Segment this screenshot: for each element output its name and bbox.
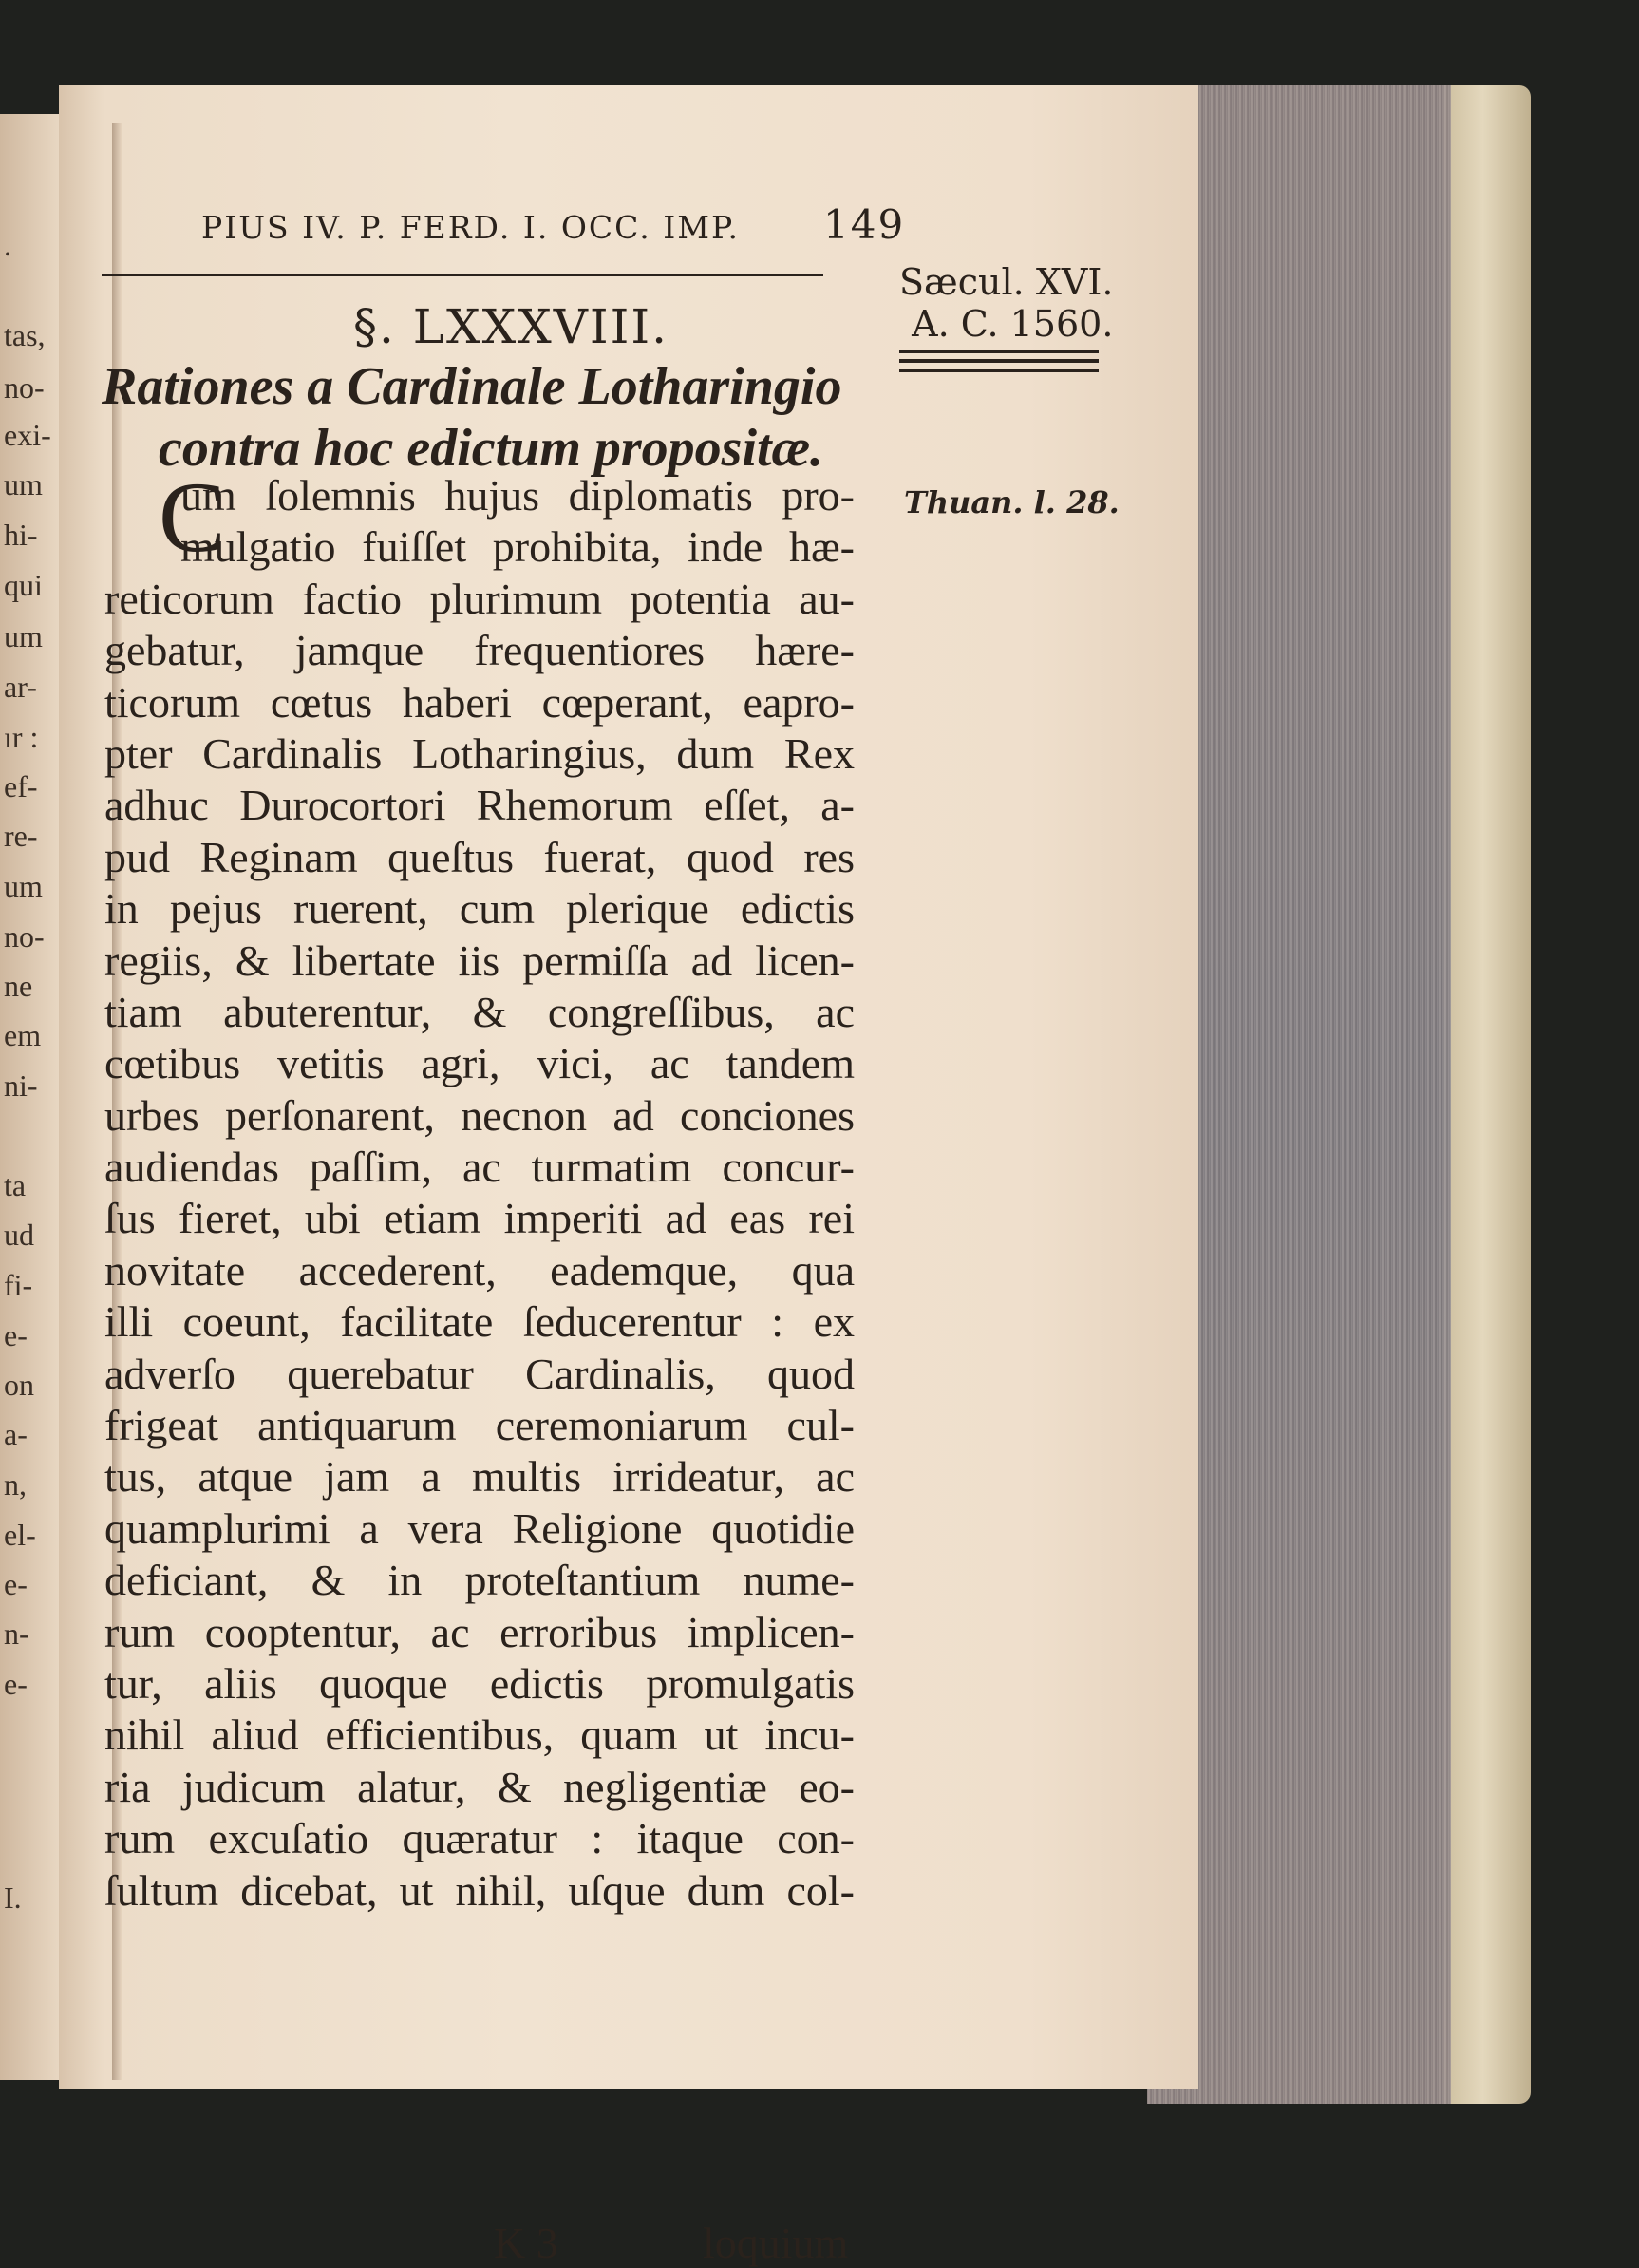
body-line: tur, aliis quoque edictis promulgatis — [104, 1658, 855, 1708]
drop-cap: C — [159, 462, 226, 573]
body-line: urbes perſonarent, necnon ad conciones — [104, 1090, 855, 1140]
left-page-text-fragment: on — [4, 1368, 34, 1402]
body-line: in pejus ruerent, cum plerique edictis — [104, 884, 855, 934]
body-line: audiendas paſſim, ac turmatim concur- — [104, 1143, 855, 1192]
section-title-line2: contra hoc edictum propositæ. — [159, 419, 824, 478]
running-head — [201, 201, 906, 248]
left-page-text-fragment: no- — [4, 370, 45, 405]
running-head-text: PIUS IV. P. FERD. I. OCC. IMP. — [201, 209, 741, 246]
source-note: Thuan. l. 28. — [904, 484, 1120, 520]
body-line: deficiant, & in proteſtantium nume- — [104, 1556, 855, 1605]
margin-date — [899, 261, 1113, 345]
left-page-text-fragment: em — [4, 1018, 42, 1052]
body-line: illi coeunt, facilitate ſeducerentur : ex — [104, 1297, 855, 1347]
body-line: pud Reginam queſtus fuerat, quod res — [104, 832, 855, 881]
left-page-text-fragment: a- — [4, 1417, 28, 1451]
body-line: reticorum factio plurimum potentia au- — [104, 574, 855, 623]
margin-anno: A. C. 1560. — [912, 303, 1114, 345]
left-page-text-fragment: um — [4, 619, 43, 653]
left-page-text-fragment: n, — [4, 1467, 27, 1502]
left-page-fragment — [0, 114, 59, 2080]
left-page-text-fragment: no- — [4, 919, 45, 954]
body-line: rum cooptentur, ac erroribus implicen- — [104, 1607, 855, 1656]
left-page-text-fragment: el- — [4, 1518, 36, 1552]
body-line: novitate accederent, eademque, qua — [104, 1245, 855, 1295]
left-page-text-fragment: ır : — [4, 720, 39, 754]
body-line: um ſolemnis hujus diplomatis pro- — [180, 471, 855, 520]
body-line: regiis, & libertate iis permiſſa ad licen- — [104, 936, 855, 985]
body-line: mulgatio fuiſſet prohibita, inde hæ- — [180, 522, 855, 572]
body-line: rum excuſatio quæratur : itaque con- — [104, 1814, 855, 1863]
left-page-text-fragment: exi- — [4, 418, 51, 452]
body-line: ſus fieret, ubi etiam imperiti ad eas rei — [104, 1194, 855, 1243]
left-page-text-fragment: hi- — [4, 518, 38, 552]
body-line: tiam abuterentur, & congreſſibus, ac — [104, 987, 855, 1036]
left-page-text-fragment: tas, — [4, 318, 46, 352]
left-page-text-fragment: I. — [4, 1881, 22, 1915]
book-cover — [1443, 85, 1531, 2104]
body-line: nihil aliud efficientibus, quam ut incu- — [104, 1710, 855, 1760]
left-page-text-fragment: ta — [4, 1168, 27, 1202]
section-number: §. LXXXVIII. — [353, 299, 669, 354]
left-page-text-fragment: e- — [4, 1567, 28, 1601]
margin-rule-2 — [899, 359, 1099, 363]
header-rule — [102, 274, 823, 276]
body-line: ſultum dicebat, ut nihil, uſque dum col- — [104, 1865, 855, 1915]
left-page-text-fragment: ne — [4, 969, 33, 1003]
left-page-text-fragment: e- — [4, 1318, 28, 1352]
left-page-text-fragment: e- — [4, 1667, 28, 1701]
catchword: loquium — [703, 2219, 849, 2267]
margin-rule-3 — [899, 369, 1099, 372]
body-line: adhuc Durocortori Rhemorum eſſet, a- — [104, 781, 855, 830]
left-page-text-fragment: ar- — [4, 670, 37, 704]
left-page-text-fragment: ud — [4, 1218, 34, 1252]
left-page-text-fragment: um — [4, 467, 43, 501]
left-page-text-fragment: . — [4, 228, 11, 262]
body-line: tus, atque jam a multis irrideatur, ac — [104, 1452, 855, 1502]
left-page-text-fragment: fi- — [4, 1268, 33, 1302]
left-page-text-fragment: ni- — [4, 1068, 38, 1103]
margin-saeculum: Sæcul. XVI. — [899, 261, 1114, 303]
left-page-text-fragment: ef- — [4, 769, 38, 803]
body-line: frigeat antiquarum ceremoniarum cul- — [104, 1401, 855, 1450]
body-line: quamplurimi a vera Religione quotidie — [104, 1503, 855, 1553]
body-line: ria judicum alatur, & negligentiæ eo- — [104, 1762, 855, 1811]
section-title-line1: Rationes a Cardinale Lotharingio — [102, 357, 842, 416]
body-line: cœtibus vetitis agri, vici, ac tandem — [104, 1039, 855, 1088]
left-page-text-fragment: n- — [4, 1616, 29, 1651]
margin-rule-1 — [899, 350, 1099, 353]
body-text — [104, 462, 855, 1917]
left-page-text-fragment: re- — [4, 819, 38, 853]
left-page-text-fragment: um — [4, 869, 43, 903]
body-line: ticorum cœtus haberi cœperant, eapro- — [104, 677, 855, 727]
body-line: gebatur, jamque frequentiores hære- — [104, 626, 855, 675]
signature-mark: K 3 — [494, 2219, 558, 2267]
left-page-text-fragment: qui — [4, 568, 43, 602]
body-line: pter Cardinalis Lotharingius, dum Rex — [104, 728, 855, 778]
page-number: 149 — [823, 201, 906, 248]
body-line: adverſo querebatur Cardinalis, quod — [104, 1349, 855, 1398]
book — [0, 85, 1531, 2267]
